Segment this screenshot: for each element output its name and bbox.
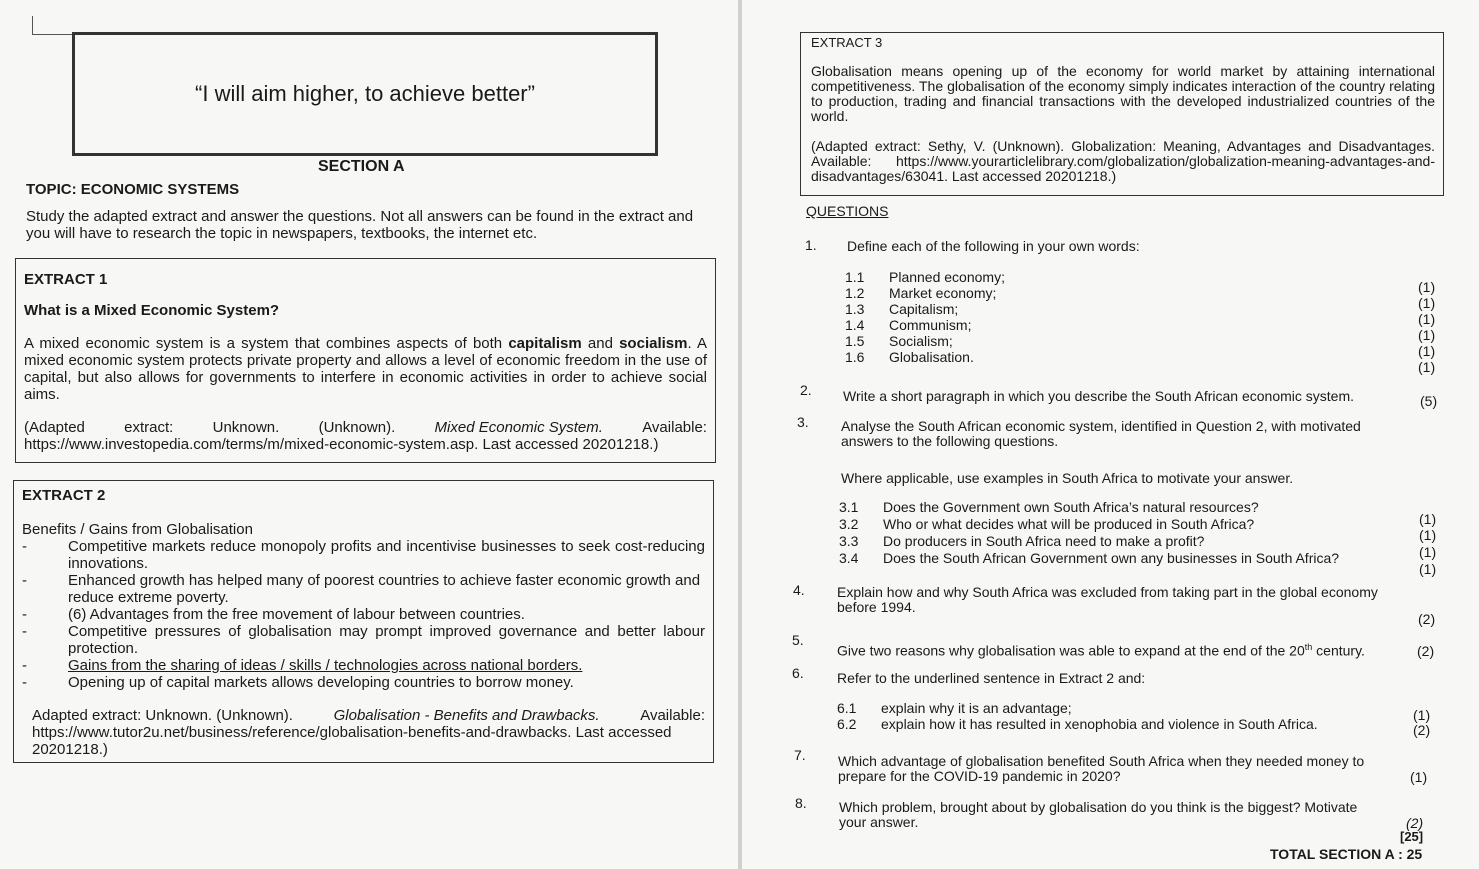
sub-text: Does the Government own South Africa’s natural resources? [883,499,1259,515]
topic-heading: TOPIC: ECONOMIC SYSTEMS [26,181,240,198]
question-number: 1. [805,237,817,253]
sub-text: Planned economy; [889,269,1005,285]
mark: (1) [1418,295,1436,311]
sub-text: Do producers in South Africa need to make a profit? [883,533,1205,549]
question-6-text: Refer to the underlined sentence in Extract 2 and: [837,670,1146,686]
mark: (1) [1418,327,1436,343]
question-3-text: Analyse the South African economic system, identified in Question 2, with motivated answers to the following questions. [841,418,1361,449]
extract-3-box [800,32,1444,196]
sub-question [845,270,1005,285]
sub-question [839,517,1254,532]
bullet-dash: - [22,657,27,674]
sub-text: Market economy; [889,285,997,301]
bullet-dash: - [22,674,27,691]
sub-text: explain why it is an advantage; [881,700,1072,716]
extract-2-source [22,707,705,758]
question-2-text: Write a short paragraph in which you describe the South African economic system. [843,388,1354,404]
mark: (1) [1419,561,1437,577]
extract-1-box [15,258,716,463]
source-part: Available: [640,707,705,724]
extract-1-source [24,419,707,453]
bullet-dash: - [22,623,27,640]
mark: (2) [1413,722,1431,738]
source-date: 20201218.) [32,741,108,758]
mark: (1) [1419,544,1437,560]
motto-box [72,32,658,156]
extract-1-body-text: A mixed economic system is a system that combines aspects of both [24,335,509,352]
bullet-dash: - [22,538,27,555]
sub-question [845,302,958,317]
term-capitalism: capitalism [508,335,582,352]
list-item [22,657,705,674]
bullet-dash: - [22,606,27,623]
mark: (1) [1419,527,1437,543]
bullet-text: Opening up of capital markets allows developing countries to borrow money. [68,674,574,691]
mark: (1) [1418,279,1436,295]
underlined-sentence: Gains from the sharing of ideas / skills / technologies across national borders. [68,657,583,674]
question-8-text: Which problem, brought about by globalisation do you think is the biggest? Motivate your answer. [839,799,1358,830]
source-part: Available: [642,419,707,436]
mark: (1) [1413,707,1431,723]
extract-1-body-text: and [581,335,620,352]
sub-number: 1.3 [845,301,865,317]
section-heading: SECTION A [318,158,405,175]
superscript: th [1304,642,1313,652]
sub-question [837,717,1318,732]
source-part: Unknown. [212,419,280,436]
source-url: https://www.tutor2u.net/business/reference/globalisation-benefits-and-drawbacks. Last accessed [32,724,672,741]
list-item [22,572,705,606]
question-4-text: Explain how and why South Africa was excluded from taking part in the global economy before 1994. [837,584,1378,615]
extract-2-title: EXTRACT 2 [22,487,106,504]
q5-text-part: century. [1312,642,1365,659]
sub-number: 1.5 [845,333,865,349]
question-number: 6. [792,665,804,681]
source-part: (Unknown). [318,419,396,436]
source-part: (Adapted [24,419,85,436]
extract-1-question: What is a Mixed Economic System? [24,302,280,319]
sub-text: Capitalism; [889,301,959,317]
sub-number: 3.3 [839,533,859,549]
list-item [22,606,705,623]
question-number: 3. [797,414,809,430]
extract-1-body [24,335,707,403]
list-item [22,623,705,657]
bullet-text: Competitive pressures of globalisation may prompt improved governance and better labour protection. [68,623,705,657]
sub-question [845,334,953,349]
extract-2-box [13,480,714,763]
mark: (2) [1418,611,1436,627]
source-title: Mixed Economic System. [434,419,603,436]
sub-number: 3.1 [839,499,859,515]
question-number: 8. [795,795,807,811]
sub-number: 6.1 [837,700,857,716]
question-number: 5. [792,632,804,648]
motto-text: “I will aim higher, to achieve better” [195,81,535,106]
extract-1-title: EXTRACT 1 [24,271,108,288]
sub-number: 3.4 [839,550,859,566]
sub-number: 1.4 [845,317,865,333]
extract-2-subtitle: Benefits / Gains from Globalisation [22,521,253,538]
mark: (1) [1419,511,1437,527]
sub-text: Communism; [889,317,972,333]
sub-question [839,534,1204,549]
sub-text: Socialism; [889,333,953,349]
source-part: extract: [124,419,174,436]
sub-text: explain how it has resulted in xenophobia and violence in South Africa. [881,716,1318,732]
extract-3-body: Globalisation means opening up of the economy for world market by attaining international competitiveness. The globalisation of the economy simply indicates interaction of the country relating to production, trading and financial transactions with the developed industrialized countries of the world. [811,63,1435,124]
question-7-text: Which advantage of globalisation benefited South Africa when they needed money to prepare for the COVID-19 pandemic in 2020? [838,753,1365,784]
bullet-text: Competitive markets reduce monopoly profits and incentivise businesses to seek cost-reducing innovations. [68,538,705,572]
sub-text: Does the South African Government own any businesses in South Africa? [883,550,1340,566]
total-section-a: TOTAL SECTION A : 25 [1270,846,1423,862]
bullet-dash: - [22,572,27,589]
term-socialism: socialism [619,335,688,352]
sub-question [837,701,1072,716]
mark: (1) [1410,769,1428,785]
mark: (2) [1406,815,1424,831]
sub-question [839,551,1339,566]
sub-text: Who or what decides what will be produced in South Africa? [883,516,1255,532]
question-number: 7. [794,747,806,763]
sub-number: 6.2 [837,716,857,732]
extract-2-bullet-list [22,538,705,691]
bullet-text: (6) Advantages from the free movement of labour between countries. [68,606,525,623]
sub-number: 3.2 [839,516,859,532]
question-1-text: Define each of the following in your own words: [847,238,1140,254]
sub-number: 1.1 [845,269,865,285]
source-part: Adapted extract: Unknown. (Unknown). [32,707,293,724]
sub-question [845,286,996,301]
mark: (1) [1418,343,1436,359]
sub-question [839,500,1259,515]
mark: (1) [1418,311,1436,327]
study-instructions: Study the adapted extract and answer the questions. Not all answers can be found in the extract and you will have to research the topic in newspapers, textbooks, the internet etc. [26,208,694,242]
sub-question [845,350,974,365]
question-number: 2. [800,382,812,398]
questions-heading: QUESTIONS [806,203,889,219]
question-number: 4. [793,582,805,598]
source-title: Globalisation - Benefits and Drawbacks. [333,707,600,724]
bullet-text: Enhanced growth has helped many of poorest countries to achieve faster economic growth and reduce extreme poverty. [68,572,701,606]
source-url: https://www.investopedia.com/terms/m/mixed-economic-system.asp. Last accessed 20201218.) [24,436,659,453]
mark: (1) [1418,359,1436,375]
extract-3-source: (Adapted extract: Sethy, V. (Unknown). Globalization: Meaning, Advantages and Disadvantages. Available: https://www.yourarticlelibrary.com/globalization/globalization-meaning-advantages-and-disadvantages/63041. Last accessed 20201218.) [811,138,1435,184]
sub-text: Globalisation. [889,349,974,365]
list-item [22,674,705,691]
extract-1-body-text: . A mixed economic system protects private property and allows a level of economic freedom in the use of capital, but also allows for governments to interfere in economic activities in order to achieve social aims. [24,335,707,403]
question-3-note: Where applicable, use examples in South Africa to motivate your answer. [841,470,1294,486]
list-item [22,538,705,572]
sub-question [845,318,971,333]
question-5-text [837,640,1365,659]
extract-3-title: EXTRACT 3 [811,35,883,50]
mark: (2) [1417,643,1435,659]
mark: (5) [1420,393,1438,409]
sub-number: 1.6 [845,349,865,365]
q5-text-part: Give two reasons why globalisation was able to expand at the end of the 20 [837,642,1305,659]
sub-number: 1.2 [845,285,865,301]
total-mark: [25] [1400,829,1424,844]
